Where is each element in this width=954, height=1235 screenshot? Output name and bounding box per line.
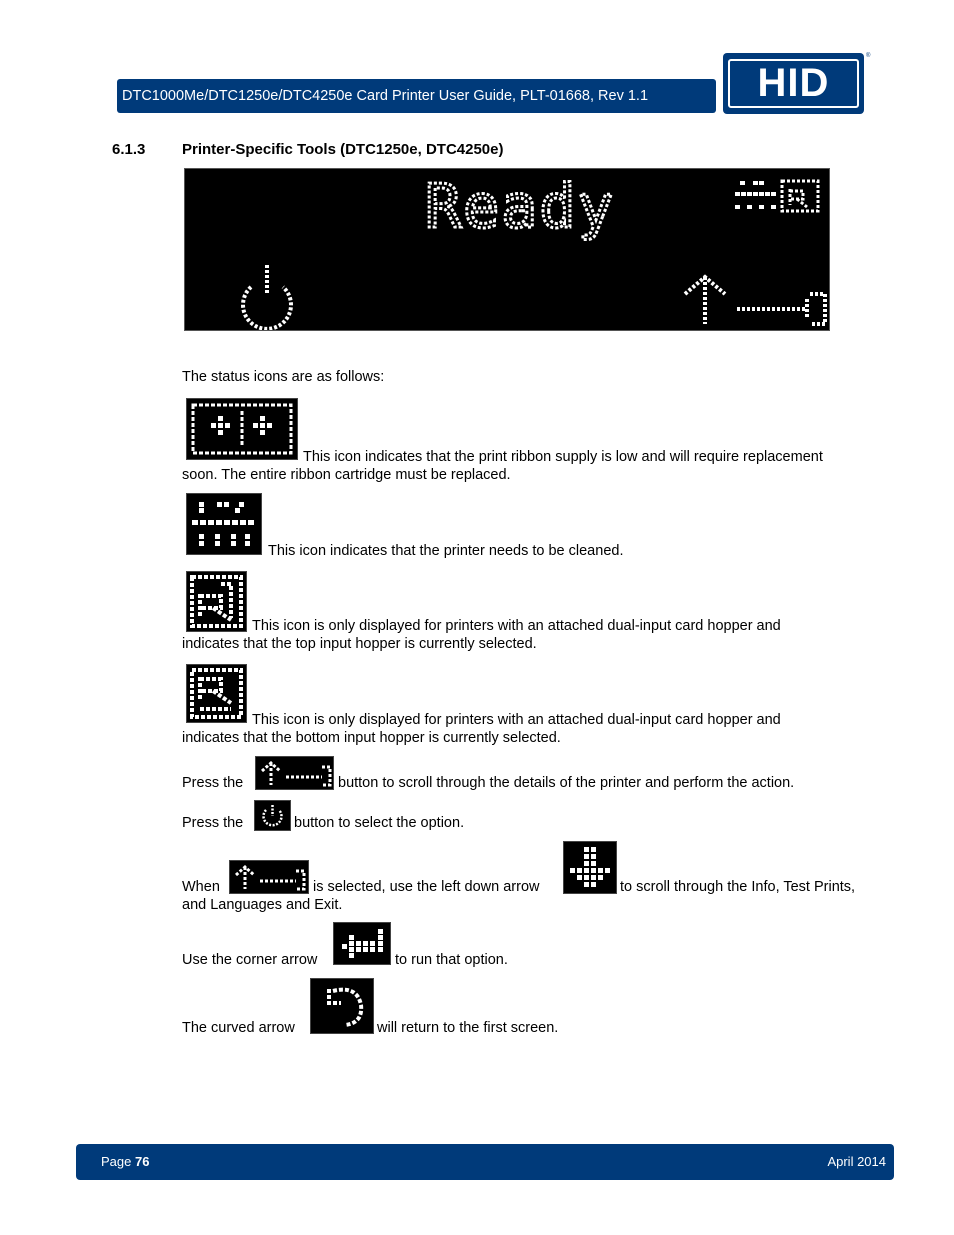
wrench-arrow-icon [255,756,334,790]
ribbon-low-line2: soon. The entire ribbon cartridge must be replaced. [182,467,511,483]
curved-suffix: will return to the first screen. [377,1020,559,1036]
scroll-info-line2: and Languages and Exit. [182,897,343,913]
wrench-arrow-icon-inline [229,860,309,894]
footer-date: April 2014 [827,1154,886,1169]
press-the-label-1: Press the [182,775,244,791]
section-number: 6.1.3 [112,141,146,158]
hid-logo [723,53,864,114]
top-hopper-icon [186,571,247,632]
corner-suffix: to run that option. [395,952,508,968]
top-hopper-line1: This icon is only displayed for printers with an attached dual-input card hopper and [252,618,781,634]
lcd-hopper-icon [782,181,818,211]
lcd-cleaning-icon [735,181,776,209]
bottom-hopper-icon [186,664,247,723]
corner-arrow-icon [333,922,391,965]
top-hopper-line2: indicates that the top input hopper is currently selected. [182,636,537,652]
curved-prefix: The curved arrow [182,1020,295,1036]
scroll-text: button to scroll through the details of the printer and perform the action. [338,775,795,791]
page-label: Page [101,1154,132,1169]
lcd-wrench-arrow-icon [685,277,825,324]
when-label: When [182,879,220,895]
header-title-bar [117,79,716,113]
section-heading [112,141,504,158]
page-number: 76 [135,1154,150,1169]
selected-text: is selected, use the left down arrow [313,879,540,895]
lcd-power-icon [243,265,291,329]
cleaning-icon [186,493,262,555]
corner-prefix: Use the corner arrow [182,952,318,968]
intro-text: The status icons are as follows: [182,369,385,385]
lcd-display [184,168,830,331]
select-text: button to select the option. [294,815,465,831]
bottom-hopper-line1: This icon is only displayed for printers with an attached dual-input card hopper and [252,712,781,728]
document-title: DTC1000Me/DTC1250e/DTC4250e Card Printer User Guide, PLT-01668, Rev 1.1 [122,88,649,104]
press-the-label-2: Press the [182,815,244,831]
curved-arrow-icon [310,978,374,1034]
registered-mark: ® [866,53,871,59]
bottom-hopper-line2: indicates that the bottom input hopper is currently selected. [182,730,561,746]
scroll-info-text: to scroll through the Info, Test Prints, [620,879,856,895]
lcd-status-text: Ready [425,172,616,242]
ribbon-low-line1: This icon indicates that the print ribbon supply is low and will require replacement [303,449,823,465]
power-icon [254,800,291,831]
cleaning-text: This icon indicates that the printer needs to be cleaned. [268,543,624,559]
down-arrow-icon [563,841,617,894]
section-title: Printer-Specific Tools (DTC1250e, DTC4250e) [182,141,504,158]
page-footer [76,1144,894,1180]
page-indicator [101,1154,149,1169]
logo-text: HID [757,61,830,105]
ribbon-low-icon [186,398,298,460]
